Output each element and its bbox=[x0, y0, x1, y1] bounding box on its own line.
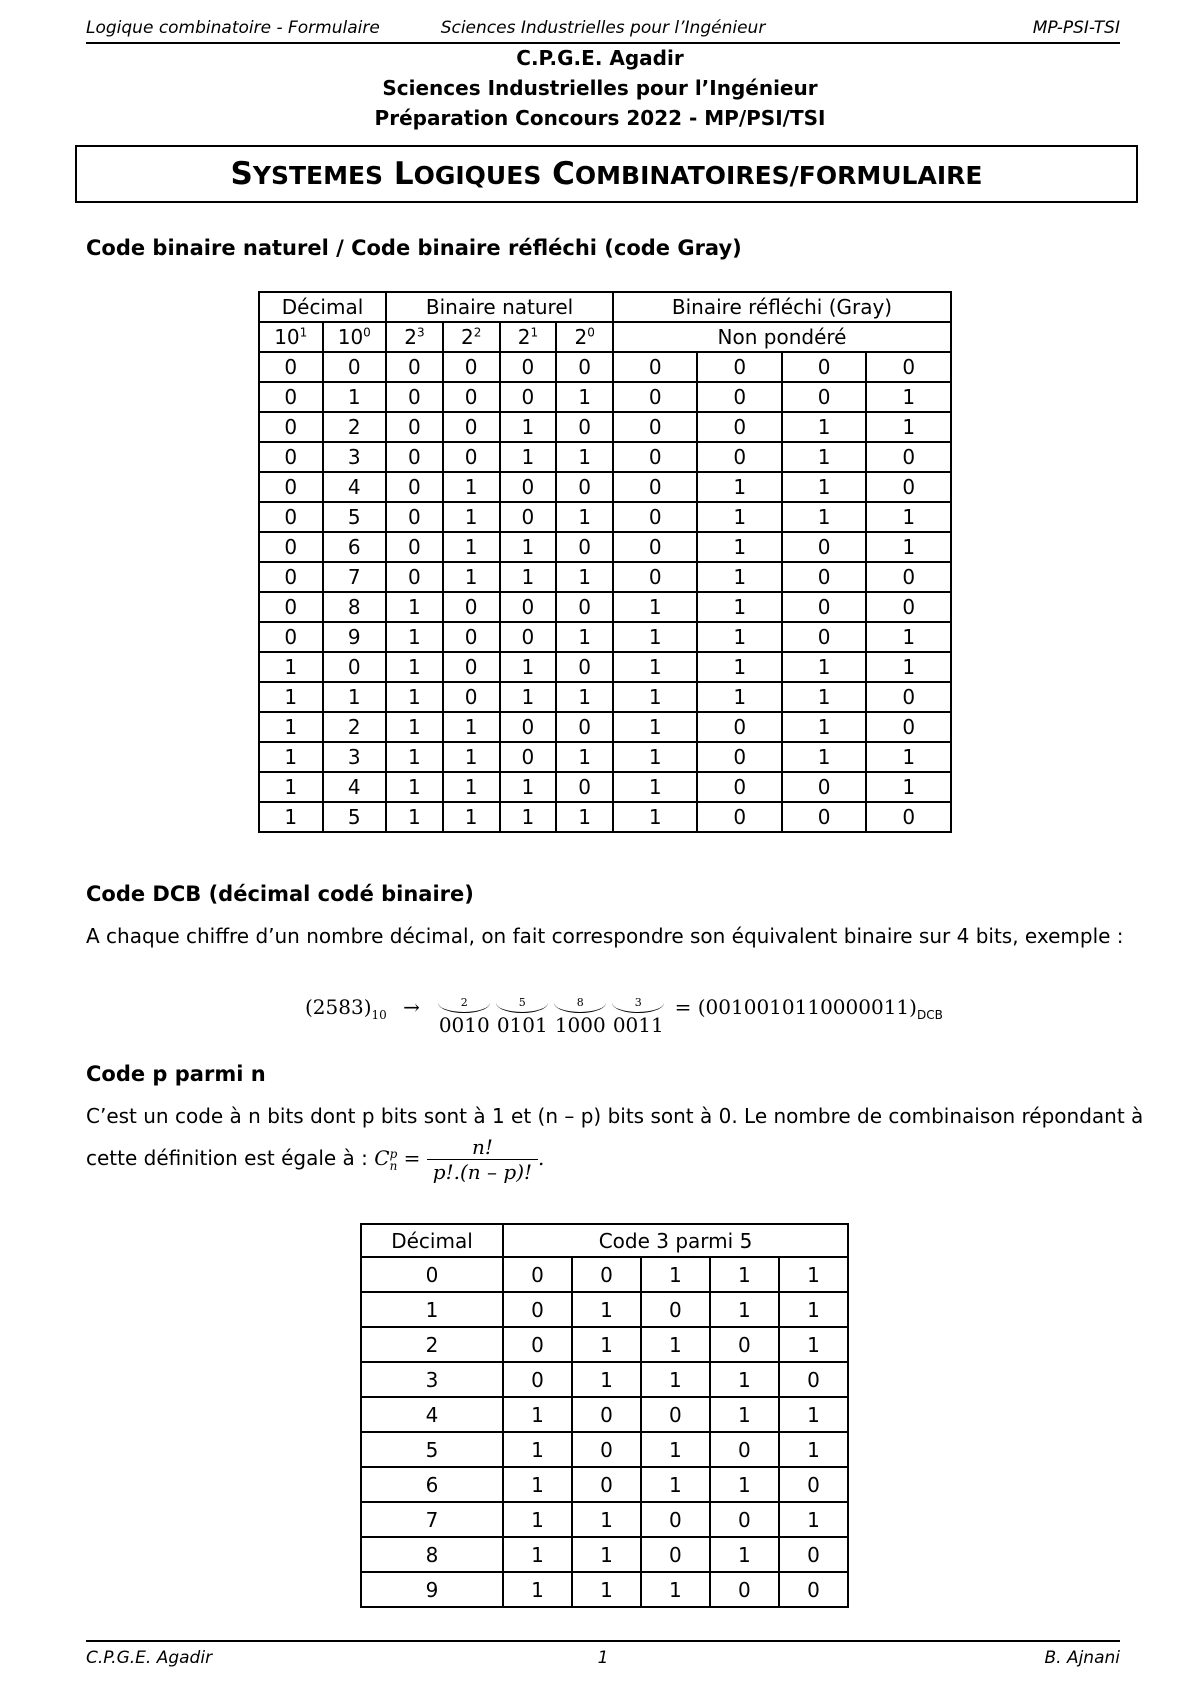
table-cell: 1 bbox=[613, 592, 697, 622]
table-cell: 1 bbox=[259, 682, 323, 712]
table-cell: 1 bbox=[779, 1327, 848, 1362]
gray-code-table bbox=[258, 291, 952, 833]
table-cell: 1 bbox=[779, 1397, 848, 1432]
section-heading-dcb: Code DCB (décimal codé binaire) bbox=[86, 882, 474, 906]
table-cell: 1 bbox=[866, 742, 951, 772]
table-cell: 0 bbox=[500, 502, 557, 532]
table-cell: 0 bbox=[259, 412, 323, 442]
dcb-description: A chaque chiffre d’un nombre décimal, on fait correspondre son équivalent binaire sur 4 bits, exemple : bbox=[86, 924, 1124, 948]
table-cell: 1 bbox=[613, 802, 697, 832]
table-cell: 1 bbox=[572, 1572, 641, 1607]
table-cell: 0 bbox=[386, 382, 443, 412]
col-header-power: $10^1$ bbox=[259, 322, 323, 352]
table-cell: 0 bbox=[386, 532, 443, 562]
table-cell: 0 bbox=[556, 472, 613, 502]
table-cell: 0 bbox=[779, 1362, 848, 1397]
table-cell: 0 bbox=[259, 352, 323, 382]
table-cell: 1 bbox=[386, 682, 443, 712]
page-footer bbox=[86, 1640, 1120, 1672]
table-cell: 1 bbox=[697, 682, 781, 712]
col-header-power: $2^1$ bbox=[500, 322, 557, 352]
table-cell: 0 bbox=[866, 562, 951, 592]
table-cell: 0 bbox=[443, 412, 500, 442]
table-cell: 0 bbox=[710, 1572, 779, 1607]
table-cell: 0 bbox=[710, 1502, 779, 1537]
dcb-equation: $(2583)_{10}$ → 2 0010 5 0101 8 1000 3 $0011 = (0010010110000011)_{DCB}$ bbox=[305, 995, 943, 1037]
table-cell: 0 bbox=[866, 682, 951, 712]
table-row bbox=[259, 562, 951, 592]
table-row bbox=[259, 502, 951, 532]
table-row bbox=[361, 1362, 848, 1397]
table-cell: 0 bbox=[386, 502, 443, 532]
table-cell: 1 bbox=[323, 682, 387, 712]
table-cell: 1 bbox=[500, 802, 557, 832]
table-cell: 0 bbox=[500, 472, 557, 502]
bcd-group: 8 1000 bbox=[554, 996, 606, 1037]
page-header bbox=[86, 14, 1120, 44]
table-cell: 0 bbox=[500, 382, 557, 412]
table-cell: 1 bbox=[710, 1362, 779, 1397]
table-cell: 0 bbox=[500, 712, 557, 742]
table-cell: 1 bbox=[641, 1432, 710, 1467]
table-row bbox=[361, 1327, 848, 1362]
table-cell: 0 bbox=[572, 1257, 641, 1292]
table-cell: 1 bbox=[556, 382, 613, 412]
table-cell: 0 bbox=[572, 1467, 641, 1502]
table-cell: 1 bbox=[697, 652, 781, 682]
table-cell: 7 bbox=[323, 562, 387, 592]
table-cell: 0 bbox=[443, 682, 500, 712]
table-cell: 0 bbox=[613, 472, 697, 502]
table-cell: 0 bbox=[613, 502, 697, 532]
table-cell: 1 bbox=[613, 742, 697, 772]
table-cell: 1 bbox=[500, 412, 557, 442]
table-cell: 0 bbox=[443, 352, 500, 382]
footer-right: B. Ajnani bbox=[1044, 1648, 1120, 1668]
table-cell: 0 bbox=[697, 772, 781, 802]
table-cell: 1 bbox=[641, 1327, 710, 1362]
table-cell: 1 bbox=[779, 1292, 848, 1327]
table-cell: 0 bbox=[641, 1502, 710, 1537]
table-cell: 1 bbox=[323, 382, 387, 412]
bcd-group: 2 0010 bbox=[438, 996, 490, 1037]
table-cell: 0 bbox=[503, 1327, 572, 1362]
table-cell: 1 bbox=[556, 442, 613, 472]
table-cell: 1 bbox=[259, 742, 323, 772]
table-cell: 1 bbox=[386, 742, 443, 772]
table-cell: 0 bbox=[259, 562, 323, 592]
table-cell: 1 bbox=[503, 1432, 572, 1467]
table-cell: 1 bbox=[503, 1572, 572, 1607]
section-heading-gray: Code binaire naturel / Code binaire réfléchi (code Gray) bbox=[86, 236, 742, 260]
page-title: SYSTEMES LOGIQUES COMBINATOIRES/FORMULAIRE bbox=[75, 145, 1138, 203]
table-cell: 0 bbox=[386, 412, 443, 442]
bcd-group: 5 0101 bbox=[496, 996, 548, 1037]
table-cell: 0 bbox=[556, 352, 613, 382]
table-row bbox=[361, 1432, 848, 1467]
table-cell: 0 bbox=[323, 352, 387, 382]
table-cell: 0 bbox=[697, 712, 781, 742]
table-cell: 2 bbox=[323, 412, 387, 442]
table-cell: 3 bbox=[323, 742, 387, 772]
table-cell: 0 bbox=[500, 352, 557, 382]
table-cell: 0 bbox=[782, 532, 866, 562]
table-cell: 1 bbox=[779, 1257, 848, 1292]
col-header-binaire: Binaire naturel bbox=[386, 292, 613, 322]
table-cell: 1 bbox=[500, 532, 557, 562]
table-cell: 0 bbox=[259, 502, 323, 532]
table-cell: 0 bbox=[613, 382, 697, 412]
table-cell: 0 bbox=[556, 412, 613, 442]
table-cell: 7 bbox=[361, 1502, 503, 1537]
table-row bbox=[361, 1537, 848, 1572]
table-cell: 0 bbox=[500, 742, 557, 772]
table-cell: 0 bbox=[556, 532, 613, 562]
table-row bbox=[259, 412, 951, 442]
table-cell: 3 bbox=[323, 442, 387, 472]
table-cell: 1 bbox=[259, 712, 323, 742]
p-parmi-n-line2: cette définition est égale à : C p n = $\frac{n!}{p!.(n - p)!}$ . bbox=[86, 1135, 545, 1184]
table-cell: 0 bbox=[572, 1397, 641, 1432]
institution-line3: Préparation Concours 2022 - MP/PSI/TSI bbox=[374, 106, 826, 130]
table-cell: 0 bbox=[503, 1292, 572, 1327]
table-cell: 1 bbox=[697, 532, 781, 562]
table-cell: 1 bbox=[866, 382, 951, 412]
table-cell: 0 bbox=[641, 1537, 710, 1572]
table-cell: 9 bbox=[361, 1572, 503, 1607]
col-header-gray: Binaire réfléchi (Gray) bbox=[613, 292, 951, 322]
table-cell: 0 bbox=[779, 1572, 848, 1607]
table-cell: 1 bbox=[443, 742, 500, 772]
table-cell: 1 bbox=[866, 502, 951, 532]
table-cell: 0 bbox=[443, 622, 500, 652]
table-cell: 1 bbox=[613, 622, 697, 652]
col-header-power: $2^3$ bbox=[386, 322, 443, 352]
table-cell: 1 bbox=[710, 1292, 779, 1327]
table-cell: 0 bbox=[386, 442, 443, 472]
col-header-decimal-2: Décimal bbox=[361, 1224, 503, 1257]
table-cell: 0 bbox=[259, 592, 323, 622]
table-row bbox=[259, 442, 951, 472]
table-row bbox=[259, 532, 951, 562]
table-cell: 0 bbox=[866, 802, 951, 832]
p-parmi-n-line1: C’est un code à n bits dont p bits sont à 1 et (n – p) bits sont à 0. Le nombre de combinaison répondant à bbox=[86, 1104, 1144, 1128]
institution-line1: C.P.G.E. Agadir bbox=[516, 46, 684, 70]
table-cell: 0 bbox=[779, 1537, 848, 1572]
table-row bbox=[259, 472, 951, 502]
table-cell: 0 bbox=[443, 442, 500, 472]
table-cell: 0 bbox=[443, 652, 500, 682]
table-cell: 8 bbox=[323, 592, 387, 622]
table-cell: 1 bbox=[443, 502, 500, 532]
table-cell: 0 bbox=[386, 472, 443, 502]
table-row bbox=[361, 1467, 848, 1502]
table-cell: 9 bbox=[323, 622, 387, 652]
table-cell: 2 bbox=[361, 1327, 503, 1362]
table-cell: 0 bbox=[697, 382, 781, 412]
table-cell: 0 bbox=[782, 802, 866, 832]
table-row bbox=[259, 742, 951, 772]
table-cell: 0 bbox=[613, 412, 697, 442]
table-row bbox=[259, 712, 951, 742]
table-cell: 1 bbox=[782, 442, 866, 472]
table-cell: 1 bbox=[782, 682, 866, 712]
table-cell: 0 bbox=[782, 352, 866, 382]
table-cell: 0 bbox=[259, 382, 323, 412]
table-cell: 1 bbox=[500, 772, 557, 802]
table-cell: 1 bbox=[782, 412, 866, 442]
table-cell: 0 bbox=[613, 532, 697, 562]
table-cell: 1 bbox=[779, 1432, 848, 1467]
table-row bbox=[259, 682, 951, 712]
table-cell: 4 bbox=[361, 1397, 503, 1432]
table-cell: 1 bbox=[782, 652, 866, 682]
table-cell: 1 bbox=[782, 502, 866, 532]
table-cell: 1 bbox=[386, 802, 443, 832]
table-cell: 1 bbox=[443, 802, 500, 832]
table-cell: 4 bbox=[323, 472, 387, 502]
table-cell: 1 bbox=[697, 502, 781, 532]
table-cell: 6 bbox=[323, 532, 387, 562]
table-cell: 1 bbox=[572, 1292, 641, 1327]
footer-left: C.P.G.E. Agadir bbox=[86, 1648, 213, 1668]
table-cell: 0 bbox=[782, 562, 866, 592]
table-cell: 8 bbox=[361, 1537, 503, 1572]
table-row bbox=[259, 772, 951, 802]
table-cell: 1 bbox=[259, 802, 323, 832]
table-cell: 0 bbox=[556, 592, 613, 622]
table-cell: 1 bbox=[613, 682, 697, 712]
table-cell: 1 bbox=[697, 562, 781, 592]
table-cell: 1 bbox=[259, 652, 323, 682]
table-cell: 2 bbox=[323, 712, 387, 742]
col-header-non-pondere: Non pondéré bbox=[613, 322, 951, 352]
table-cell: 1 bbox=[697, 622, 781, 652]
table-cell: 1 bbox=[556, 682, 613, 712]
table-cell: 1 bbox=[697, 592, 781, 622]
table-cell: 0 bbox=[556, 772, 613, 802]
table-cell: 1 bbox=[613, 772, 697, 802]
table-cell: 1 bbox=[572, 1537, 641, 1572]
table-cell: 0 bbox=[613, 352, 697, 382]
table-cell: 1 bbox=[259, 772, 323, 802]
col-header-power: $10^0$ bbox=[323, 322, 387, 352]
table-cell: 5 bbox=[361, 1432, 503, 1467]
table-cell: 1 bbox=[361, 1292, 503, 1327]
table-cell: 1 bbox=[710, 1257, 779, 1292]
table-cell: 0 bbox=[500, 592, 557, 622]
table-cell: 0 bbox=[386, 352, 443, 382]
table-row bbox=[259, 652, 951, 682]
table-cell: 0 bbox=[259, 532, 323, 562]
table-cell: 4 bbox=[323, 772, 387, 802]
institution-line2: Sciences Industrielles pour l’Ingénieur bbox=[382, 76, 818, 100]
table-cell: 0 bbox=[259, 442, 323, 472]
table-cell: 1 bbox=[556, 742, 613, 772]
table-cell: 0 bbox=[697, 352, 781, 382]
header-right: MP-PSI-TSI bbox=[1032, 18, 1120, 38]
table-cell: 0 bbox=[710, 1432, 779, 1467]
table-cell: 0 bbox=[866, 352, 951, 382]
table-cell: 6 bbox=[361, 1467, 503, 1502]
table-cell: 1 bbox=[866, 772, 951, 802]
table-cell: 1 bbox=[503, 1397, 572, 1432]
col-header-decimal: Décimal bbox=[259, 292, 386, 322]
table-row bbox=[361, 1397, 848, 1432]
col-header-power: $2^0$ bbox=[556, 322, 613, 352]
table-row bbox=[361, 1292, 848, 1327]
table-cell: 1 bbox=[503, 1537, 572, 1572]
table-cell: 1 bbox=[500, 562, 557, 592]
table-cell: 0 bbox=[782, 592, 866, 622]
table-cell: 0 bbox=[572, 1432, 641, 1467]
table-cell: 0 bbox=[259, 622, 323, 652]
table-cell: 1 bbox=[443, 532, 500, 562]
table-row bbox=[259, 622, 951, 652]
table-cell: 0 bbox=[866, 712, 951, 742]
table-cell: 1 bbox=[443, 562, 500, 592]
table-cell: 1 bbox=[556, 622, 613, 652]
table-cell: 1 bbox=[866, 412, 951, 442]
table-cell: 1 bbox=[710, 1467, 779, 1502]
col-header-power: $2^2$ bbox=[443, 322, 500, 352]
table-cell: 0 bbox=[866, 472, 951, 502]
table-cell: 1 bbox=[556, 502, 613, 532]
table-cell: 1 bbox=[779, 1502, 848, 1537]
table-row bbox=[259, 382, 951, 412]
table-cell: 0 bbox=[503, 1362, 572, 1397]
table-cell: 0 bbox=[697, 802, 781, 832]
table-cell: 1 bbox=[386, 622, 443, 652]
table-cell: 3 bbox=[361, 1362, 503, 1397]
table-cell: 1 bbox=[556, 562, 613, 592]
table-cell: 1 bbox=[572, 1327, 641, 1362]
section-heading-p-parmi-n: Code p parmi n bbox=[86, 1062, 266, 1086]
table-cell: 1 bbox=[697, 472, 781, 502]
header-left: Logique combinatoire - Formulaire bbox=[86, 18, 380, 38]
table-cell: 1 bbox=[500, 682, 557, 712]
table-cell: 0 bbox=[443, 592, 500, 622]
table-cell: 0 bbox=[782, 772, 866, 802]
col-header-code: Code 3 parmi 5 bbox=[503, 1224, 848, 1257]
table-cell: 1 bbox=[572, 1502, 641, 1537]
table-row bbox=[361, 1502, 848, 1537]
table-row bbox=[361, 1257, 848, 1292]
table-cell: 0 bbox=[641, 1397, 710, 1432]
table-cell: 1 bbox=[500, 442, 557, 472]
table-cell: 1 bbox=[613, 652, 697, 682]
table-cell: 1 bbox=[443, 712, 500, 742]
code-3-parmi-5-table bbox=[360, 1223, 849, 1608]
table-cell: 1 bbox=[782, 472, 866, 502]
table-cell: 1 bbox=[503, 1467, 572, 1502]
table-cell: 0 bbox=[503, 1257, 572, 1292]
table-cell: 1 bbox=[866, 652, 951, 682]
table-cell: 0 bbox=[710, 1327, 779, 1362]
table-cell: 1 bbox=[500, 652, 557, 682]
table-cell: 0 bbox=[556, 652, 613, 682]
table-cell: 1 bbox=[710, 1397, 779, 1432]
table-cell: 0 bbox=[697, 412, 781, 442]
table-cell: 0 bbox=[866, 442, 951, 472]
table-cell: 0 bbox=[782, 622, 866, 652]
table-cell: 0 bbox=[641, 1292, 710, 1327]
table-cell: 1 bbox=[782, 742, 866, 772]
table-cell: 1 bbox=[641, 1362, 710, 1397]
bcd-group: 3 0011 bbox=[612, 996, 664, 1037]
table-cell: 1 bbox=[386, 712, 443, 742]
table-cell: 1 bbox=[641, 1257, 710, 1292]
table-cell: 0 bbox=[361, 1257, 503, 1292]
table-cell: 1 bbox=[386, 592, 443, 622]
formula: C p n = $\frac{n!}{p!.(n - p)!}$ . bbox=[374, 1135, 545, 1184]
table-cell: 1 bbox=[386, 652, 443, 682]
table-cell: 0 bbox=[697, 742, 781, 772]
table-cell: 0 bbox=[556, 712, 613, 742]
table-cell: 1 bbox=[556, 802, 613, 832]
table-cell: 1 bbox=[386, 772, 443, 802]
table-cell: 0 bbox=[782, 382, 866, 412]
table-cell: 0 bbox=[779, 1467, 848, 1502]
table-cell: 0 bbox=[613, 442, 697, 472]
table-cell: 1 bbox=[641, 1467, 710, 1502]
table-cell: 1 bbox=[782, 712, 866, 742]
table-row bbox=[259, 802, 951, 832]
table-cell: 0 bbox=[259, 472, 323, 502]
table-cell: 1 bbox=[710, 1537, 779, 1572]
table-cell: 0 bbox=[323, 652, 387, 682]
table-row bbox=[361, 1572, 848, 1607]
table-cell: 5 bbox=[323, 802, 387, 832]
table-cell: 1 bbox=[613, 712, 697, 742]
table-cell: 1 bbox=[866, 622, 951, 652]
table-cell: 0 bbox=[443, 382, 500, 412]
table-cell: 1 bbox=[443, 472, 500, 502]
table-cell: 0 bbox=[386, 562, 443, 592]
table-cell: 1 bbox=[572, 1362, 641, 1397]
table-cell: 1 bbox=[641, 1572, 710, 1607]
table-cell: 5 bbox=[323, 502, 387, 532]
table-cell: 1 bbox=[503, 1502, 572, 1537]
header-center: Sciences Industrielles pour l’Ingénieur bbox=[440, 18, 766, 38]
table-cell: 0 bbox=[500, 622, 557, 652]
table-cell: 0 bbox=[866, 592, 951, 622]
page-number: 1 bbox=[597, 1648, 609, 1668]
table-cell: 1 bbox=[443, 772, 500, 802]
table-cell: 0 bbox=[697, 442, 781, 472]
table-cell: 0 bbox=[613, 562, 697, 592]
table-row bbox=[259, 592, 951, 622]
table-cell: 1 bbox=[866, 532, 951, 562]
table-row bbox=[259, 352, 951, 382]
